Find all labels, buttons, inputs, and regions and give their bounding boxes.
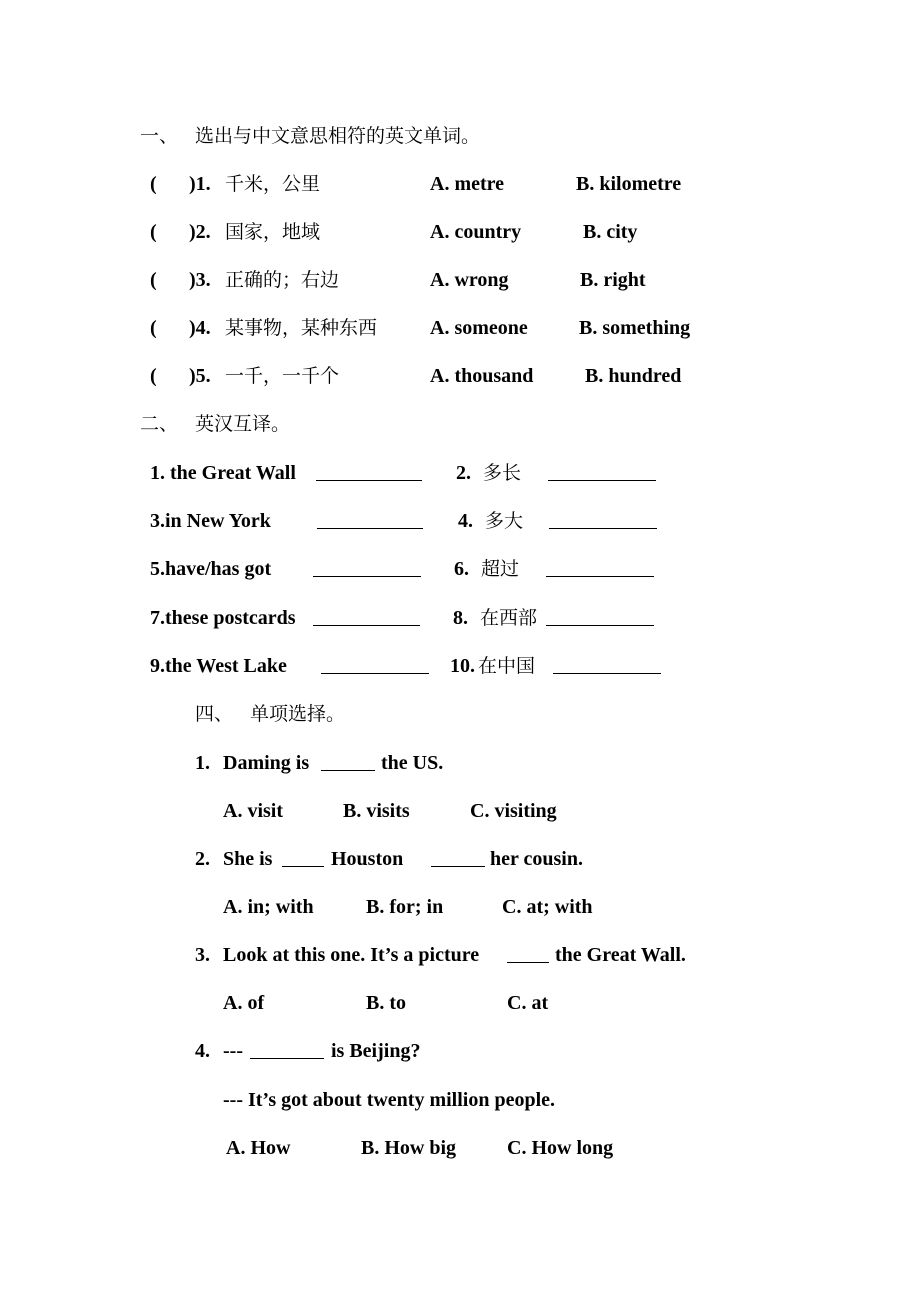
s2-row2-left-blank[interactable]: [317, 510, 423, 529]
s1-item4-b: B. something: [579, 317, 691, 339]
q4-option-b[interactable]: B. How big: [361, 1137, 457, 1159]
s1-item1-paren: (: [150, 173, 157, 195]
q4-option-a[interactable]: A. How: [226, 1137, 291, 1159]
q1-option-c[interactable]: C. visiting: [470, 800, 557, 822]
s1-item1-b: B. kilometre: [576, 173, 682, 195]
s2-row4-right-cn: 在西部: [480, 607, 538, 629]
section1-title: 选出与中文意思相符的英文单词。: [195, 125, 481, 147]
q4-option-c[interactable]: C. How long: [507, 1137, 614, 1159]
s2-row3-right-num: 6.: [454, 558, 469, 580]
s1-item1-num: )1.: [189, 173, 211, 195]
s1-item1-cn: 千米，公里: [225, 173, 321, 195]
q4-post: is Beijing?: [331, 1040, 421, 1062]
q2-blank-2[interactable]: [431, 848, 485, 867]
q3-option-a[interactable]: A. of: [223, 992, 265, 1014]
q1-post: the US.: [381, 752, 444, 774]
s1-item4-cn: 某事物，某种东西: [225, 317, 378, 339]
q2-blank-1[interactable]: [282, 848, 324, 867]
q1-option-b[interactable]: B. visits: [343, 800, 410, 822]
s2-row4-left-blank[interactable]: [313, 607, 420, 626]
s2-row1-right-blank[interactable]: [548, 462, 656, 481]
q2-option-a[interactable]: A. in; with: [223, 896, 314, 918]
q2-mid: Houston: [331, 848, 404, 870]
s2-row4-right-blank[interactable]: [546, 607, 654, 626]
q4-dash: ---: [223, 1040, 243, 1062]
s2-row5-right-cn: 在中国: [478, 655, 536, 677]
s2-row1-right-cn: 多长: [483, 462, 522, 484]
s2-row3-right-cn: 超过: [481, 558, 520, 580]
q4-answer: --- It’s got about twenty million people.: [223, 1089, 556, 1111]
s2-row5-left-blank[interactable]: [321, 655, 429, 674]
q1-pre: Daming is: [223, 752, 310, 774]
s1-item4-paren: (: [150, 317, 157, 339]
q3-num: 3.: [195, 944, 210, 966]
s2-row5-right-blank[interactable]: [553, 655, 661, 674]
s1-item2-cn: 国家，地域: [225, 221, 321, 243]
s1-item3-num: )3.: [189, 269, 211, 291]
s1-item3-cn: 正确的；右边: [225, 269, 340, 291]
s1-item5-b: B. hundred: [585, 365, 682, 387]
s2-row2-right-blank[interactable]: [549, 510, 657, 529]
s2-row4-left: 7.these postcards: [150, 607, 296, 629]
s1-item5-paren: (: [150, 365, 157, 387]
q4-blank[interactable]: [250, 1040, 324, 1059]
s1-item5-num: )5.: [189, 365, 211, 387]
s2-row5-right-num: 10.: [450, 655, 475, 677]
s1-item2-paren: (: [150, 221, 157, 243]
q3-option-c[interactable]: C. at: [507, 992, 549, 1014]
q3-pre: Look at this one. It’s a picture: [223, 944, 480, 966]
s2-row3-left-blank[interactable]: [313, 558, 421, 577]
q1-num: 1.: [195, 752, 210, 774]
section4-marker: 四、: [195, 703, 234, 725]
s1-item4-a: A. someone: [430, 317, 528, 339]
q2-post: her cousin.: [490, 848, 583, 870]
s2-row2-right-num: 4.: [458, 510, 473, 532]
section2-title: 英汉互译。: [195, 413, 291, 435]
q4-num: 4.: [195, 1040, 210, 1062]
q2-option-c[interactable]: C. at; with: [502, 896, 593, 918]
s2-row2-left: 3.in New York: [150, 510, 271, 532]
q3-post: the Great Wall.: [555, 944, 686, 966]
s2-row2-right-cn: 多大: [485, 510, 524, 532]
s1-item1-a: A. metre: [430, 173, 505, 195]
section4-title: 单项选择。: [250, 703, 346, 725]
s2-row5-left: 9.the West Lake: [150, 655, 287, 677]
q2-option-b[interactable]: B. for; in: [366, 896, 444, 918]
s1-item2-b: B. city: [583, 221, 638, 243]
s2-row1-right-num: 2.: [456, 462, 471, 484]
s1-item4-num: )4.: [189, 317, 211, 339]
section2-marker: 二、: [140, 413, 179, 435]
s1-item5-cn: 一千，一千个: [225, 365, 340, 387]
s2-row4-right-num: 8.: [453, 607, 468, 629]
s2-row1-left-blank[interactable]: [316, 462, 422, 481]
s1-item5-a: A. thousand: [430, 365, 534, 387]
section1-marker: 一、: [140, 125, 179, 147]
q2-pre: She is: [223, 848, 273, 870]
s2-row1-left: 1. the Great Wall: [150, 462, 296, 484]
q2-num: 2.: [195, 848, 210, 870]
s2-row3-right-blank[interactable]: [546, 558, 654, 577]
q1-option-a[interactable]: A. visit: [223, 800, 283, 822]
s1-item3-b: B. right: [580, 269, 646, 291]
s1-item2-a: A. country: [430, 221, 522, 243]
q3-blank[interactable]: [507, 944, 549, 963]
q1-blank[interactable]: [321, 752, 375, 771]
s2-row3-left: 5.have/has got: [150, 558, 272, 580]
q3-option-b[interactable]: B. to: [366, 992, 406, 1014]
s1-item3-a: A. wrong: [430, 269, 509, 291]
s1-item3-paren: (: [150, 269, 157, 291]
s1-item2-num: )2.: [189, 221, 211, 243]
